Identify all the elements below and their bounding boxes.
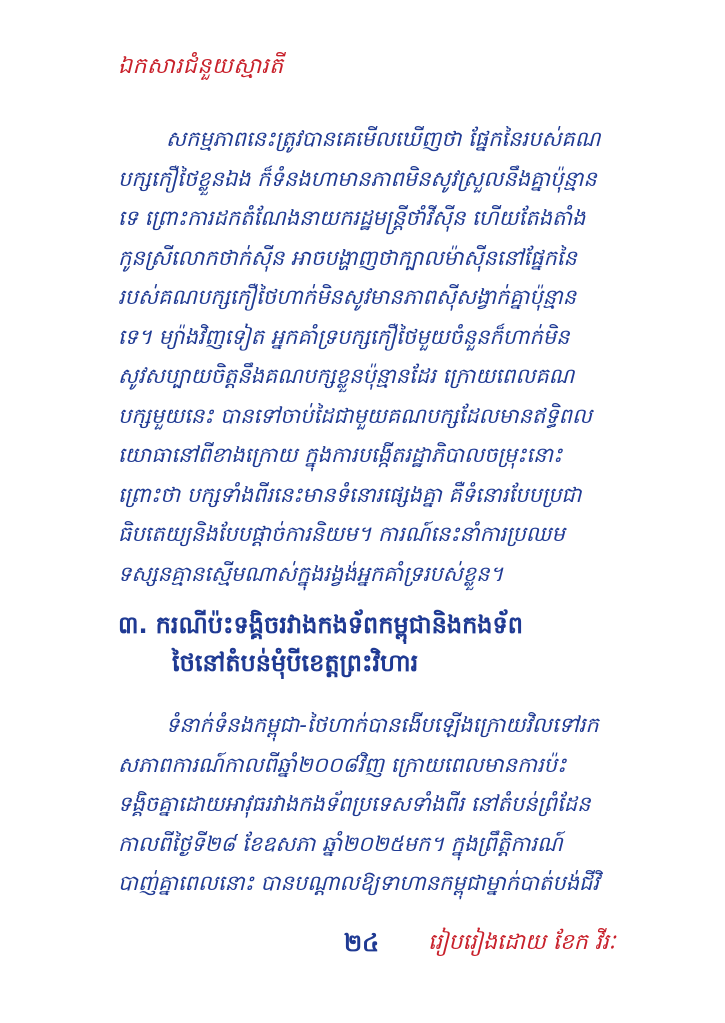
author-credit: រៀបរៀងដោយ ខែក វីរៈ: [428, 930, 616, 955]
paragraph-1-line: សកម្មភាពនេះត្រូវបានគេមើលឃើញថា ផ្នែកនៃរបស់គណ: [166, 127, 601, 151]
paragraph-2-line: កាលពីថ្ងៃទី២៨ ខែឧសភា ឆ្នាំ២០២៥មក។ ក្នុងព្រឹត្តិការណ៍: [118, 831, 563, 856]
section-heading: [118, 606, 618, 682]
paragraph-2-line: ទំនាក់ទំនងកម្ពុជា-ថៃហាក់បានងើបឡើងក្រោយវិលទៅរក: [166, 713, 599, 737]
section-title-line-1: ករណីប៉ះទង្គិចរវាងកងទ័ពកម្ពុជានិងកងទ័ព: [155, 611, 524, 639]
document-header-title: ឯកសារជំនួយស្មារតី: [118, 54, 284, 79]
paragraph-1-line: ព្រោះថា បក្សទាំងពីរនេះមានទំនោរផ្សេងគ្នា គឺទំនោរបែបប្រជា: [118, 482, 582, 507]
paragraph-1-line: កូនស្រីលោកថាក់ស៊ីន អាចបង្ហាញថាក្បាលម៉ាស៊ីននៅផ្នែកនៃ: [118, 245, 577, 270]
paragraph-2-line: សភាពការណ៍កាលពីឆ្នាំ២០០៨វិញ ក្រោយពេលមានការប៉ះ: [118, 752, 567, 777]
page-footer: [0, 928, 725, 968]
paragraph-2-line: បាញ់គ្នាពេលនោះ បានបណ្តាលឱ្យទាហានកម្ពុជាម្នាក់បាត់បង់ជីវិ: [118, 871, 600, 895]
section-number: ៣.: [118, 611, 148, 639]
paragraph-1: [118, 120, 608, 594]
paragraph-1-line: យោធានៅពីខាងក្រោយ ក្នុងការបង្កើតរដ្ឋាភិបាលចម្រុះនោះ: [118, 443, 563, 467]
paragraph-1-line: ទេ ព្រោះការដកតំណែងនាយករដ្ឋមន្រ្តីថាំវីស៊ីន ហើយតែងតាំង: [118, 206, 586, 230]
paragraph-1-line: សូវសប្បាយចិត្តនឹងគណបក្សខ្លួនប៉ុន្មានដែរ ក្រោយពេលគណ: [118, 364, 575, 388]
paragraph-2: [118, 706, 608, 904]
paragraph-1-line: ទេ។ ម្យ៉ាងវិញទៀត អ្នកគាំទ្របក្សកឿថៃមួយចំនួនក៏ហាក់មិន: [118, 324, 570, 349]
section-title-line-2: ថៃនៅតំបន់មុំបីខេត្តព្រះវិហារ: [172, 649, 419, 677]
paragraph-1-line: របស់គណបក្សកឿថៃហាក់មិនសូវមានភាពស៊ីសង្វាក់គ្នាប៉ុន្មាន: [118, 285, 577, 309]
paragraph-2-line: ទង្គិចគ្នាដោយអាវុធរវាងកងទ័ពប្រទេសទាំងពីរ នៅតំបន់ព្រំដែន: [118, 792, 591, 816]
paragraph-1-line: បក្សកឿថៃខ្លួនឯង ក៏ទំនងហាមានភាពមិនសូវស្រួលនឹងគ្នាប៉ុន្មាន: [118, 166, 597, 191]
paragraph-1-line: បក្សមួយនេះ បានទៅចាប់ដៃជាមួយគណបក្សដែលមានឥទ្ធិពល: [118, 403, 592, 428]
paragraph-1-line: ទស្សនគ្មានស្មើមណាស់ក្នុងរង្វង់អ្នកគាំទ្ររបស់ខ្លួន។: [118, 561, 504, 586]
paragraph-1-line: ធិបតេយ្យនិងបែបផ្តាច់ការនិយម។ ការណ៍នេះនាំការប្រឈម: [118, 522, 565, 546]
page-number: ២៤: [344, 929, 380, 957]
